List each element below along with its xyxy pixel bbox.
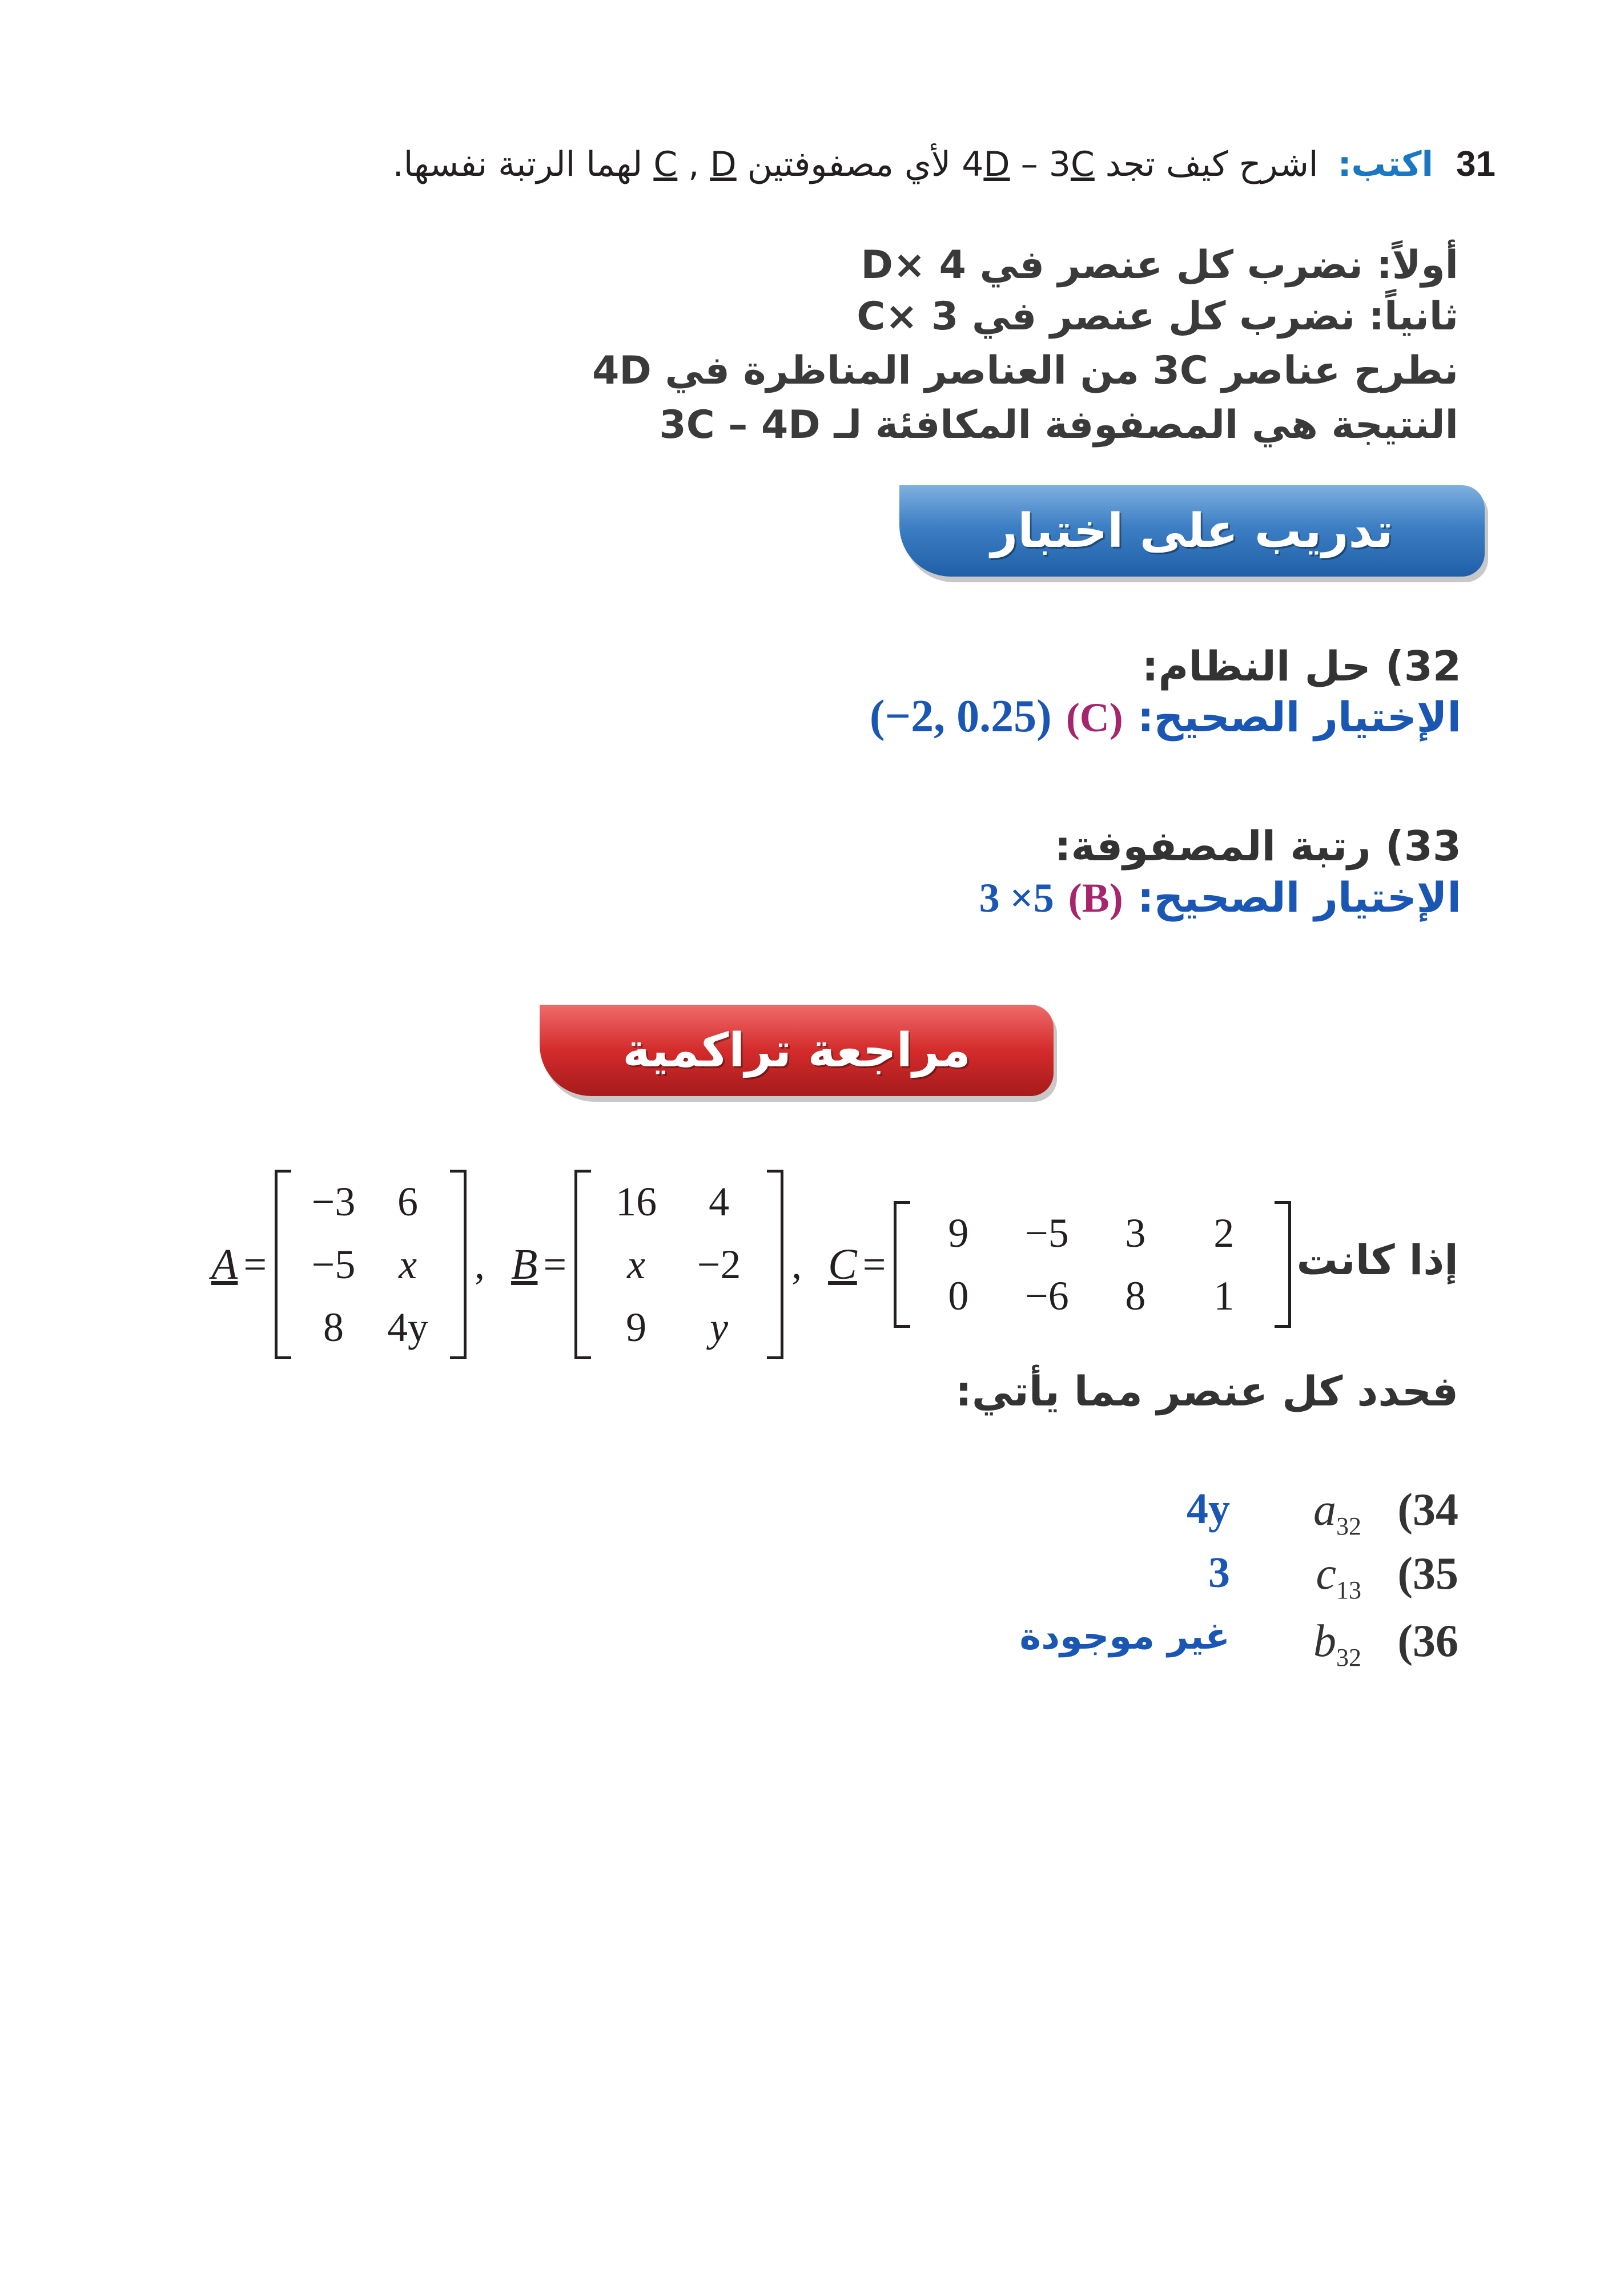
matrix-c-label: C — [828, 1240, 857, 1288]
matrix-cell: −2 — [697, 1242, 741, 1287]
matrix-a-label: A — [211, 1240, 238, 1288]
q31-prompt — [68, 142, 1496, 187]
matrix-cell: 8 — [1125, 1273, 1146, 1319]
answer-value: 3 — [1208, 1549, 1230, 1597]
q31-step-2: ثانياً: نضرب كل عنصر في 3 ×C — [857, 294, 1458, 339]
coef-3: 3 — [1048, 144, 1071, 184]
coef-4: 4 — [962, 144, 984, 184]
expression-4d-3c — [962, 142, 1095, 187]
matrix-b — [574, 1173, 783, 1356]
q36-value: غير موجودة — [1019, 1616, 1230, 1658]
q34-value — [1187, 1484, 1230, 1534]
matrix-cell: −5 — [1025, 1210, 1069, 1256]
equals-sign: = — [543, 1241, 567, 1287]
element-letter: c — [1316, 1549, 1336, 1599]
matrix-cell: 1 — [1213, 1273, 1235, 1319]
matrix-a — [275, 1173, 467, 1356]
q35-element — [1316, 1548, 1361, 1605]
test-practice-banner: تدريب على اختبار — [899, 485, 1485, 577]
matrix-cell: 2 — [1213, 1210, 1235, 1256]
prompt-text-mid: لأي مصفوفتين — [747, 144, 951, 184]
matrix-b-label: B — [511, 1240, 538, 1288]
q34-element — [1313, 1484, 1361, 1541]
matrix-cell: x — [627, 1242, 646, 1287]
element-letter: a — [1313, 1485, 1336, 1535]
pair-c: C — [653, 144, 678, 184]
q31-step-4: النتيجة هي المصفوفة المكافئة لـ 3C – 4D — [659, 402, 1458, 448]
q33-title: 33) رتبة المصفوفة: — [1054, 822, 1461, 870]
question-number: 31 — [1456, 144, 1496, 184]
matrix-cell: 9 — [626, 1304, 647, 1350]
answer-label: الإختيار الصحيح: — [1137, 693, 1461, 741]
q34-number: (34 — [1397, 1485, 1458, 1535]
q36-element — [1313, 1616, 1361, 1672]
pair-d: D — [710, 144, 737, 184]
matrix-cell: −5 — [311, 1242, 356, 1287]
q35-value — [1208, 1548, 1230, 1598]
q32-answer — [319, 691, 1461, 743]
element-subscript: 32 — [1336, 1512, 1361, 1540]
matrix-cell: 9 — [948, 1210, 969, 1256]
q33-answer — [319, 873, 1461, 922]
write-label: اكتب: — [1337, 144, 1434, 184]
element-subscript: 32 — [1336, 1644, 1361, 1671]
separator: , — [475, 1241, 485, 1287]
matrix-cell: 4y — [387, 1304, 429, 1350]
q31-step-1: أولاً: نضرب كل عنصر في 4 ×D — [861, 243, 1458, 288]
matrix-cell: −3 — [311, 1179, 356, 1224]
answer-value: 4y — [1187, 1485, 1230, 1533]
answer-choice: (B) — [1068, 875, 1123, 921]
if-label: إذا كانت — [1296, 1236, 1458, 1284]
answer-value: 3 ×5 — [979, 875, 1054, 921]
q31-step-3: نطرح عناصر 3C من العناصر المناظرة في 4D — [592, 348, 1458, 393]
matrix-cell: 6 — [397, 1179, 419, 1224]
q32-title: 32) حل النظام: — [1141, 642, 1461, 690]
element-letter: b — [1313, 1616, 1336, 1666]
q36-number: (36 — [1397, 1616, 1458, 1666]
matrix-cell: 8 — [323, 1304, 344, 1350]
matrix-c — [894, 1205, 1291, 1324]
answer-choice: (C) — [1066, 695, 1123, 740]
matrix-cell: 4 — [709, 1179, 730, 1224]
find-instruction: فحدد كل عنصر مما يأتي: — [955, 1367, 1458, 1415]
matrix-cell: 16 — [616, 1179, 657, 1224]
matrix-cell: 0 — [948, 1273, 969, 1319]
answer-label: الإختيار الصحيح: — [1137, 873, 1461, 921]
matrix-c: C — [1070, 144, 1095, 184]
equals-sign: = — [862, 1241, 886, 1287]
matrix-definitions — [211, 1162, 1291, 1367]
minus-sign: – — [1010, 144, 1049, 184]
cumulative-review-banner: مراجعة تراكمية — [540, 1005, 1054, 1096]
matrix-cell: y — [710, 1304, 729, 1350]
matrix-pair — [653, 142, 736, 187]
equals-sign: = — [243, 1241, 267, 1287]
matrix-cell: −6 — [1025, 1273, 1069, 1319]
q35-number: (35 — [1397, 1549, 1458, 1599]
matrix-d: D — [983, 144, 1010, 184]
prompt-text-before: اشرح كيف تجد — [1105, 144, 1319, 184]
answer-value: (−2, 0.25) — [869, 691, 1052, 742]
element-subscript: 13 — [1336, 1576, 1361, 1604]
separator: , — [791, 1241, 802, 1287]
pair-sep: , — [677, 144, 710, 184]
matrix-cell: 3 — [1125, 1210, 1146, 1256]
matrix-cell: x — [399, 1242, 417, 1287]
prompt-text-after: لهما الرتبة نفسها. — [392, 144, 643, 184]
